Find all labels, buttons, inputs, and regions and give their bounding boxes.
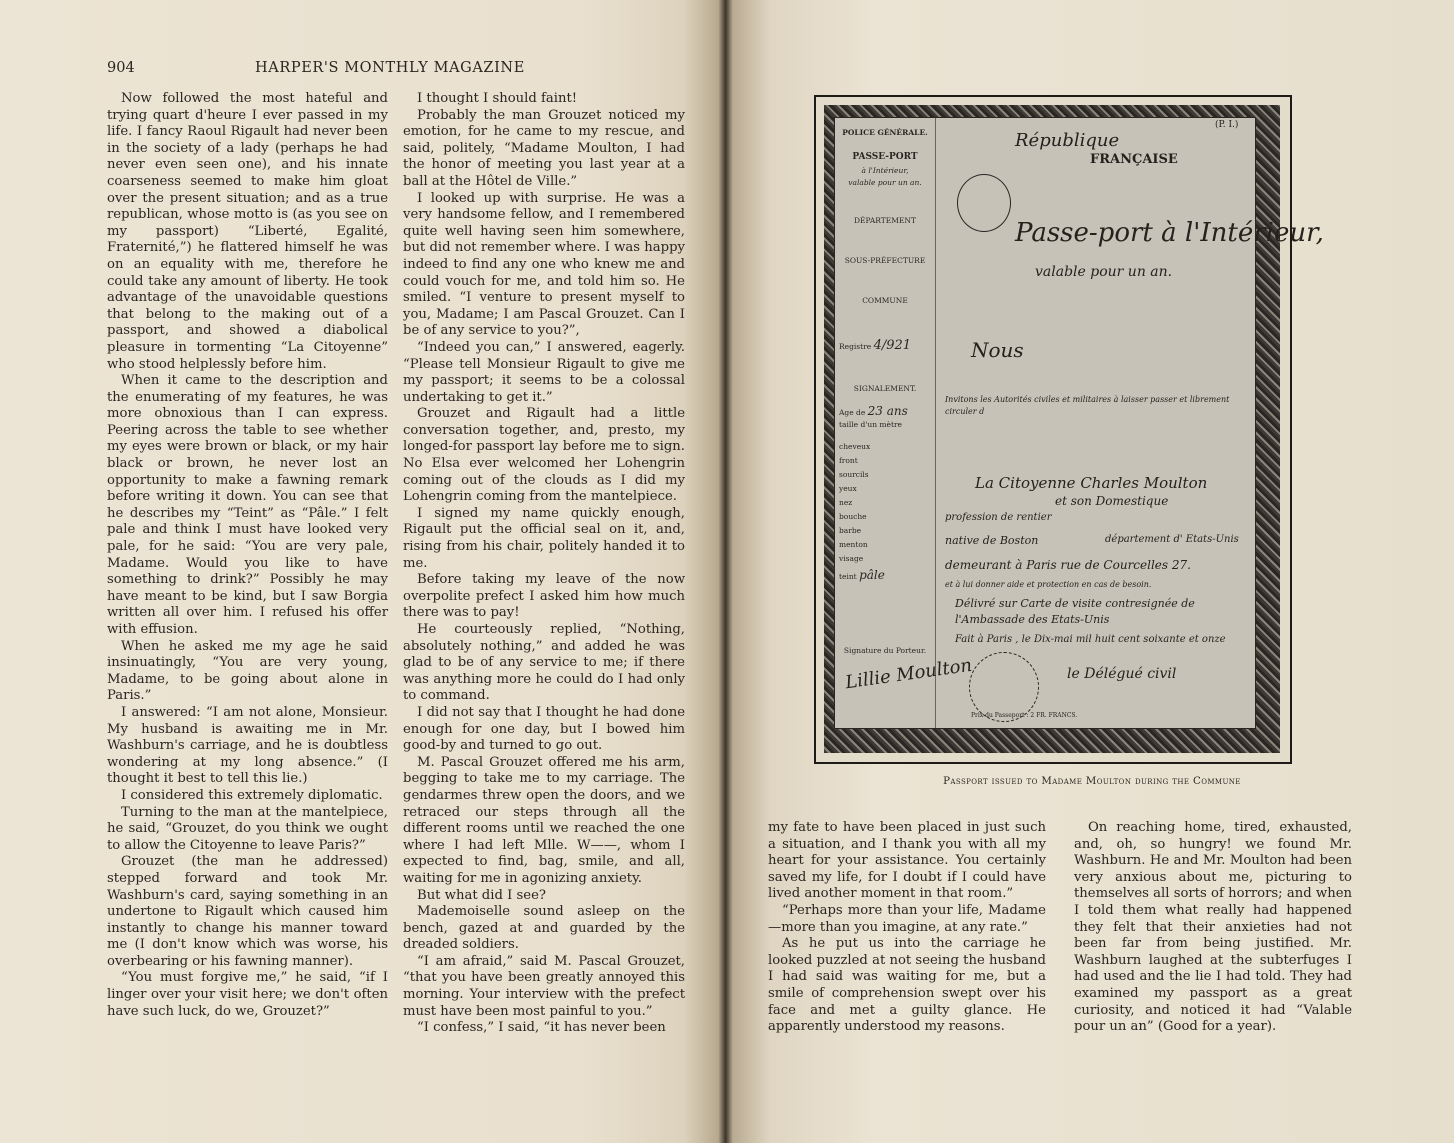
paragraph: I answered: “I am not alone, Monsieur. My husband is awaiting me in Mr. Washburn's carriage, and he is doubtless wondering at my long absence.” (I thought it best to tell this lie.) — [107, 704, 388, 787]
paragraph: Now followed the most hateful and trying quart d'heure I ever passed in my life. I fancy Raoul Rigault had never been in the society of a lady (perhaps he had never even seen one), and his innate coarseness seemed to make him gloat over the present situation; and as a true republican, whose motto is (as you see on my passport) “Liberté, Egalité, Fraternité,”) he flattered himself he was on an equality with me, therefore he could take any amount of liberty. He took advantage of the unavoidable questions that belong to the making out of a passport, and showed a diabolical pleasure in tormenting “La Citoyenne” who stood helplessly before him. — [107, 91, 388, 372]
sous-prefecture-label: SOUS-PRÉFECTURE — [844, 256, 926, 265]
text-column-4 — [1074, 820, 1352, 1036]
nous-handwritten: Nous — [971, 338, 1024, 362]
francaise-header: FRANÇAISE — [1090, 152, 1178, 167]
paragraph: He courteously replied, “Nothing, absolutely nothing,” and added he was glad to be of any service to me; if there was anything more he could do I had only to command. — [403, 622, 685, 704]
nez-label: nez — [839, 498, 853, 507]
passport-sidebar — [835, 118, 974, 728]
aide-text: et à lui donner aide et protection en cas de besoin. — [945, 580, 1152, 589]
paragraph: Probably the man Grouzet noticed my emotion, for he came to my rescue, and said, politely, “Madame Moulton, I had the honor of meeting you last year at a ball at the Hôtel de Ville.” — [403, 107, 685, 189]
imperial-seal — [957, 174, 1011, 232]
paragraph: Turning to the man at the mantelpiece, he said, “Grouzet, do you think we ought to allow the Citoyenne to leave Paris?” — [107, 804, 388, 853]
interieur-label: à l'Intérieur, — [861, 166, 909, 175]
page-number: 904 — [107, 60, 135, 76]
passport-subtitle: valable pour un an. — [1035, 264, 1173, 280]
paragraph: Grouzet and Rigault had a little conversation together, and, presto, my longed-for passport lay before me to sign. No Elsa ever welcomed her Lohengrin coming out of the clouds as I did my Lohengrin coming from the mantelpiece. — [403, 406, 685, 505]
paragraph: Mademoiselle sound asleep on the bench, gazed at and guarded by the dreaded soldiers. — [403, 904, 685, 953]
paragraph: On reaching home, tired, exhausted, and, oh, so hungry! we found Mr. Washburn. He and Mr. Moulton had been very anxious about me, picturing to themselves all sorts of horrors; and when I told them what really had happened they felt that their anxieties had not been far from being justified. Mr. Washburn laughed at the subterfuges I had used and the lie I had told. They had examined my passport as a great curiosity, and noticed it had “Valable pour un an” (Good for a year). — [1074, 820, 1352, 1035]
teint-row: teint pâle — [839, 568, 885, 582]
delivre-text: Délivré sur Carte de visite contresignée de l'Ambassade des Etats-Unis — [955, 597, 1195, 626]
paragraph: “Indeed you can,” I answered, eagerly. “Please tell Monsieur Rigault to give me my passport; it seems to be a colossal undertaking to get it.” — [403, 339, 685, 405]
valable-label: valable pour un an. — [848, 178, 922, 187]
commune-label: COMMUNE — [862, 296, 908, 305]
passe-port-label: PASSE-PORT — [852, 152, 918, 162]
price-text: Prix du Passeport : 2 FR. FRANCS. — [971, 712, 1078, 719]
paragraph: “Perhaps more than your life, Madame —more than you imagine, at any rate.” — [768, 902, 1046, 935]
taille-label: taille d'un mètre — [839, 420, 902, 429]
paragraph: I signed my name quickly enough, Rigault put the official seal on it, and, rising from his chair, politely handed it to me. — [403, 505, 685, 571]
signalement-label: SIGNALEMENT. — [853, 384, 917, 393]
profession-text: profession de rentier — [945, 512, 1052, 523]
yeux-label: yeux — [839, 484, 857, 493]
text-column-2 — [403, 91, 685, 1037]
departement-label: DÉPARTEMENT — [854, 216, 916, 225]
left-page — [0, 0, 722, 1143]
front-label: front — [839, 456, 858, 465]
paragraph: Before taking my leave of the now overpolite prefect I asked him how much there was to pay! — [403, 572, 685, 621]
paragraph: M. Pascal Grouzet offered me his arm, begging to take me to my carriage. The gendarmes threw open the doors, and we retraced our steps through all the different rooms until we reached the one where I had left Mlle. W——, whom I expected to find, bag, smile, and all, waiting for me in agonizing anxiety. — [403, 754, 685, 886]
police-generale-label: POLICE GÉNÉRALE. — [842, 128, 928, 137]
paragraph: Grouzet (the man he addressed) stepped forward and took Mr. Washburn's card, saying something in an undertone to Rigault which caused him instantly to change his manner toward me (I don't know which was worse, his overbearing or his fawning manner). — [107, 854, 388, 969]
cheveux-label: cheveux — [839, 442, 871, 451]
paragraph: I did not say that I thought he had done enough for one day, but I bowed him good-by and turned to go out. — [403, 704, 685, 754]
text-column-3 — [768, 820, 1046, 1036]
demeurant-text: demeurant à Paris rue de Courcelles 27. — [945, 558, 1191, 572]
paragraph: But what did I see? — [417, 887, 546, 903]
barbe-label: barbe — [839, 526, 862, 535]
paragraph: I thought I should faint! — [417, 91, 578, 106]
paragraph: I considered this extremely diplomatic. — [121, 787, 383, 803]
paragraph: “I am afraid,” said M. Pascal Grouzet, “that you have been greatly annoyed this morning. Your interview with the prefect must have been most painful to you.” — [403, 953, 685, 1019]
paragraph: “I confess,” I said, “it has never been — [417, 1020, 666, 1036]
domestique-handwritten: et son Domestique — [1055, 494, 1169, 508]
citoyenne-handwritten: La Citoyenne Charles Moulton — [975, 474, 1208, 492]
official-signature: le Délégué civil — [1067, 666, 1177, 682]
sourcils-label: sourcils — [839, 470, 869, 479]
departement-etats-text: département d' Etats-Unis — [1105, 534, 1239, 545]
native-text: native de Boston — [945, 534, 1039, 547]
paragraph: As he put us into the carriage he looked puzzled at not seeing the husband I had said was waiting for me, but a smile of comprehension swept over his face and met a guilty glance. He apparently understood my reasons. — [768, 936, 1046, 1035]
fait-text: Fait à Paris , le Dix-mai mil huit cent soixante et onze — [955, 634, 1226, 645]
bouche-label: bouche — [839, 512, 867, 521]
republique-handwritten: République — [1015, 130, 1120, 151]
registre-label: Registre 4/921 — [839, 338, 912, 353]
right-page — [732, 0, 1454, 1143]
passport-illustration — [814, 95, 1324, 764]
menton-label: menton — [839, 540, 868, 549]
age-row: Age de 23 ans — [839, 404, 908, 418]
magazine-title: HARPER'S MONTHLY MAGAZINE — [255, 60, 525, 76]
holder-signature: Lillie Moulton — [843, 654, 974, 694]
form-code: (P. I.) — [1215, 120, 1239, 130]
paragraph: I looked up with surprise. He was a very handsome fellow, and I remembered quite well having seen him somewhere, but did not remember where. I was happy indeed to find any one who knew me and could vouch for me, and told him so. He smiled. “I venture to present myself to you, Madame; I am Pascal Grouzet. Can I be of any service to you?”, — [403, 190, 685, 339]
visage-label: visage — [839, 554, 864, 563]
signature-porteur-label: Signature du Porteur. — [843, 646, 927, 655]
passport-document — [834, 117, 1324, 729]
paragraph: my fate to have been placed in just such a situation, and I thank you with all my heart for your assistance. You certainly saved my life, for I doubt if I could have lived another moment in that room.” — [768, 820, 1046, 902]
passport-title: Passe-port à l'Intérieur, — [1015, 218, 1324, 248]
paragraph: “You must forgive me,” he said, “if I linger over your visit here; we don't often have such luck, do we, Grouzet?” — [107, 970, 388, 1019]
text-column-1 — [107, 91, 388, 1020]
paragraph: When he asked me my age he said insinuatingly, “You are very young, Madame, to be going about alone in Paris.” — [107, 638, 388, 704]
paragraph: When it came to the description and the enumerating of my features, he was more obnoxious than I can express. Peering across the table to see whether my eyes were brown or black, or my hair black or brown, he never lost an opportunity to make a fawning remark before writing it down. You can see that he describes my “Teint” as “Pâle.” I felt pale and think I must have looked very pale, for he said: “You are very pale, Madame. Would you like to have something to drink?” Possibly he may have meant to be kind, but I saw Borgia written all over him. I refused his offer with effusion. — [107, 373, 388, 637]
invitons-text: Invitons les Autorités civiles et militaires à laisser passer et librement circuler d — [945, 395, 1230, 416]
figure-caption: Passport issued to Madame Moulton during the Commune — [943, 776, 1241, 787]
